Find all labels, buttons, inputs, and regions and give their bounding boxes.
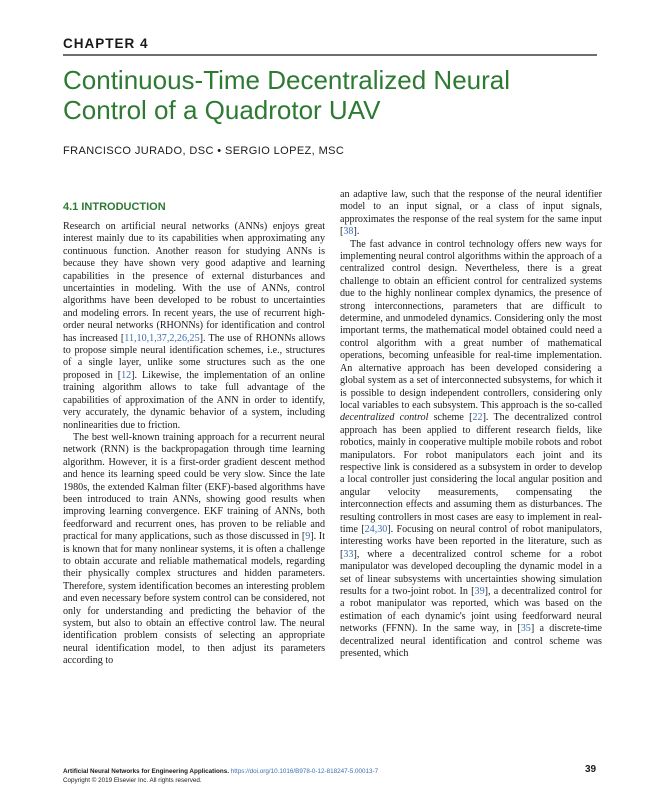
citation-link[interactable]: 35 [520,623,531,635]
footer-book-title: Artificial Neural Networks for Engineering Applications. [63,768,229,775]
footer-copyright: Copyright © 2019 Elsevier Inc. All rights reserved. [63,777,202,784]
page-number: 39 [585,764,597,775]
right-column [340,189,602,660]
citation-link[interactable]: 39 [474,586,485,597]
chapter-title-line-1: Continuous-Time Decentralized Neural [63,65,511,95]
citation-link[interactable]: 38 [343,226,354,238]
citation-link[interactable]: 11,10,1,37,2,26,25 [124,332,200,344]
left-column [63,221,325,668]
paragraph: Research on artificial neural networks (ANNs) enjoys great interest mainly due to its capabilities when approximating any continuous function. Another reason for studying ANNs is because they have shown very good adaptive and learning capabilities in the presence of external disturbances and uncertainties in modeling. With the use of ANNs, control algorithms have been developed to be robust to uncertainties and modeling errors. In recent years, the use of recurrent high-order neural networks (RHONNs) for identification and control has increased [11,10,1,37,2,26,25]. The use of RHONNs allows to propose simple neural identification schemes, i.e., structures of a single layer, unlike some structures such as the one proposed in [12]. Likewise, the implementation of an online training algorithm allows to take full advantage of the capabilities of approximation of the ANN in order to identify, very accurately, the dynamic behavior of a system, including nonlinearities due to friction. [63,221,325,431]
chapter-title-line-2: Control of a Quadrotor UAV [63,95,381,125]
chapter-label: CHAPTER 4 [63,36,149,51]
chapter-divider [63,54,597,56]
section-heading: 4.1 INTRODUCTION [63,201,166,213]
citation-link[interactable]: 9 [305,531,311,543]
author-line: FRANCISCO JURADO, DSC • SERGIO LOPEZ, MSC [63,145,345,157]
emphasis-term: decentralized control [340,412,429,424]
citation-link[interactable]: 12 [121,369,132,381]
paragraph: an adaptive law, such that the response of the neural identifier model to an input signal, or a class of input signals, approximates the response of the real system for the same input [38]. [340,189,602,238]
citation-link[interactable]: 22 [472,412,483,424]
citation-link[interactable]: 33 [343,548,354,560]
citation-link[interactable]: 24,30 [364,523,388,535]
paragraph: The best well-known training approach for a recurrent neural network (RNN) is the backpropagation through time learning algorithm. However, it is a first-order gradient descent method and hence its learning speed could be very slow. Since the late 1980s, the extended Kalman filter (EKF)-based algorithms have been introduced to train ANNs, showing good results when improving learning convergence. EKF training of ANNs, both feedforward and recurrent ones, has proven to be reliable and practical for many applications, such as those discussed in [9]. It is known that for many nonlinear systems, it is often a challenge to obtain accurate and reliable mathematical models, regarding their physically complex structures and hidden parameters. Therefore, system identification becomes an interesting problem and even necessary before system control can be considered, not only for understanding and predicting the behavior of the system, but also to obtain an effective control law. The neural identification problem consists of selecting an appropriate neural identification model, to then adjust its parameters according to [63,431,326,667]
chapter-title [63,65,603,125]
footer-info [63,767,378,785]
doi-link[interactable]: https://doi.org/10.1016/B978-0-12-818247-5.00013-7 [230,768,379,775]
paragraph: The fast advance in control technology offers new ways for implementing neural control algorithms within the approach of a centralized control design. Nevertheless, there is a great challenge to obtain an efficient control for centralized systems due to the highly nonlinear complex dynamics, the presence of strong interconnections, parameters that are difficult to determine, and unmodeled dynamics. Considering only the most important terms, the mathematical model obtained could need a control algorithm with a great number of mathematical operations, becoming unfeasible for real-time implementation. An alternative approach has been developed considering a global system as a set of interconnected subsystems, for which it is possible to design independent controllers, considering only local variables to each subsystem. This approach is the so-called decentralized control scheme [22]. The decentralized control approach has been applied to different research fields, like robotics, mainly in cooperative multiple mobile robots and robot manipulators. For robot manipulators each joint and its respective link is considered as a subsystem in order to develop a local controller just considering the local angular position and angular velocity measurements, compensating the interconnection effects and assuming them as disturbances. The resulting controllers in most cases are easy to implement in real-time [24,30]. Focusing on neural control of robot manipulators, interesting works have been reported in the literature, such as [33], where a decentralized control scheme for a robot manipulator was developed decoupling the dynamic model in a set of linear subsystems with uncertainties showing simulation results for a two-joint robot. In [39], a decentralized control for a robot manipulator was reported, which was based on the estimation of each dynamic's joint using feedforward neural networks (FFNN). In the same way, in [35] a discrete-time decentralized neural identification and control scheme was presented, which [340,238,603,660]
